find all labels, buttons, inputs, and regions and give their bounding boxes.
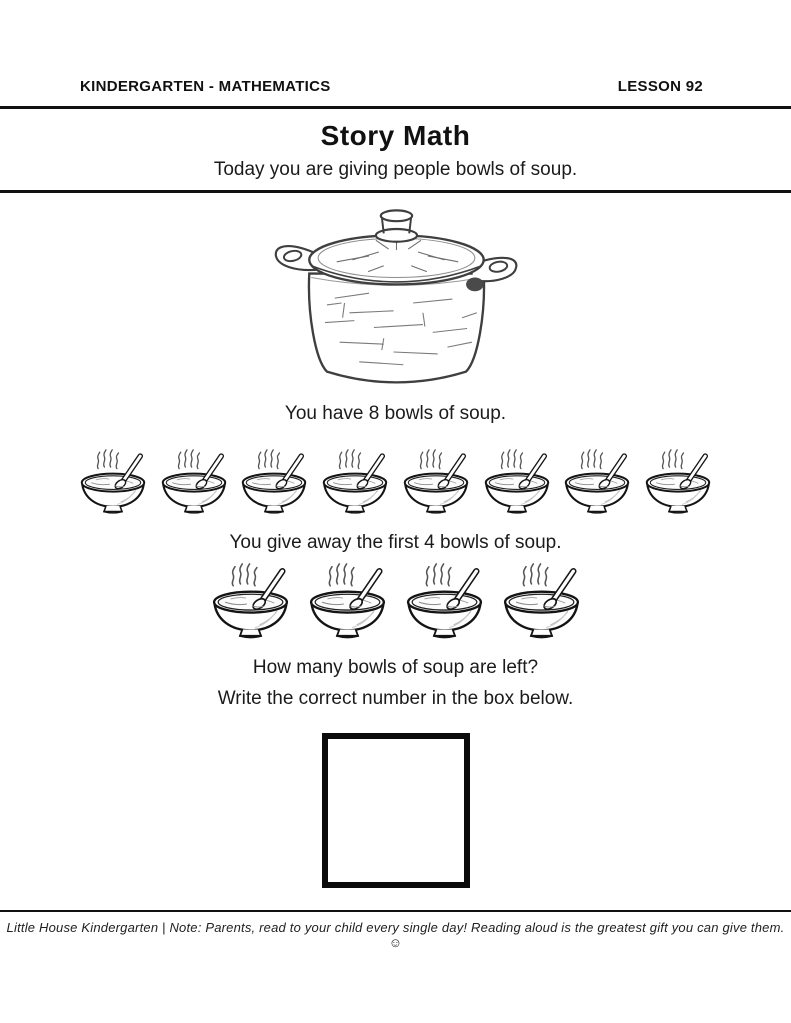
soup-bowl-icon [639, 443, 717, 516]
soup-bowl-icon [316, 443, 394, 516]
soup-bowl-icon [155, 443, 233, 516]
header-left-label: KINDERGARTEN - MATHEMATICS [80, 78, 331, 95]
header-right-label: LESSON 92 [617, 78, 703, 95]
sentence-have: You have 8 bowls of soup. [284, 403, 507, 424]
bowls-row-given [0, 556, 791, 641]
page-header [0, 0, 791, 95]
pot-section [0, 205, 791, 401]
soup-bowl-icon [302, 556, 393, 641]
divider-middle [0, 190, 791, 193]
soup-bowl-icon [399, 556, 490, 641]
question-block [0, 653, 791, 715]
soup-bowl-icon [558, 443, 636, 516]
answer-box[interactable] [322, 733, 470, 888]
footer-divider [0, 910, 791, 912]
soup-bowl-icon [478, 443, 556, 516]
sentence-give: You give away the first 4 bowls of soup. [229, 532, 562, 553]
soup-bowl-icon [74, 443, 152, 516]
soup-bowl-icon [397, 443, 475, 516]
soup-bowl-icon [205, 556, 296, 641]
divider-top [0, 106, 791, 109]
soup-bowl-icon [235, 443, 313, 516]
page-subtitle: Today you are giving people bowls of soup. [213, 159, 578, 180]
question-line-1: How many bowls of soup are left? [252, 657, 539, 678]
page-title: Story Math [320, 120, 471, 151]
soup-pot-icon [264, 205, 528, 401]
footer-note: Little House Kindergarten | Note: Parents, read to your child every single day! Reading aloud is the greatest gift you can give them. ☺ [6, 919, 785, 950]
question-line-2: Write the correct number in the box below. [217, 687, 574, 709]
bowls-row-total [0, 443, 791, 516]
soup-bowl-icon [496, 556, 587, 641]
